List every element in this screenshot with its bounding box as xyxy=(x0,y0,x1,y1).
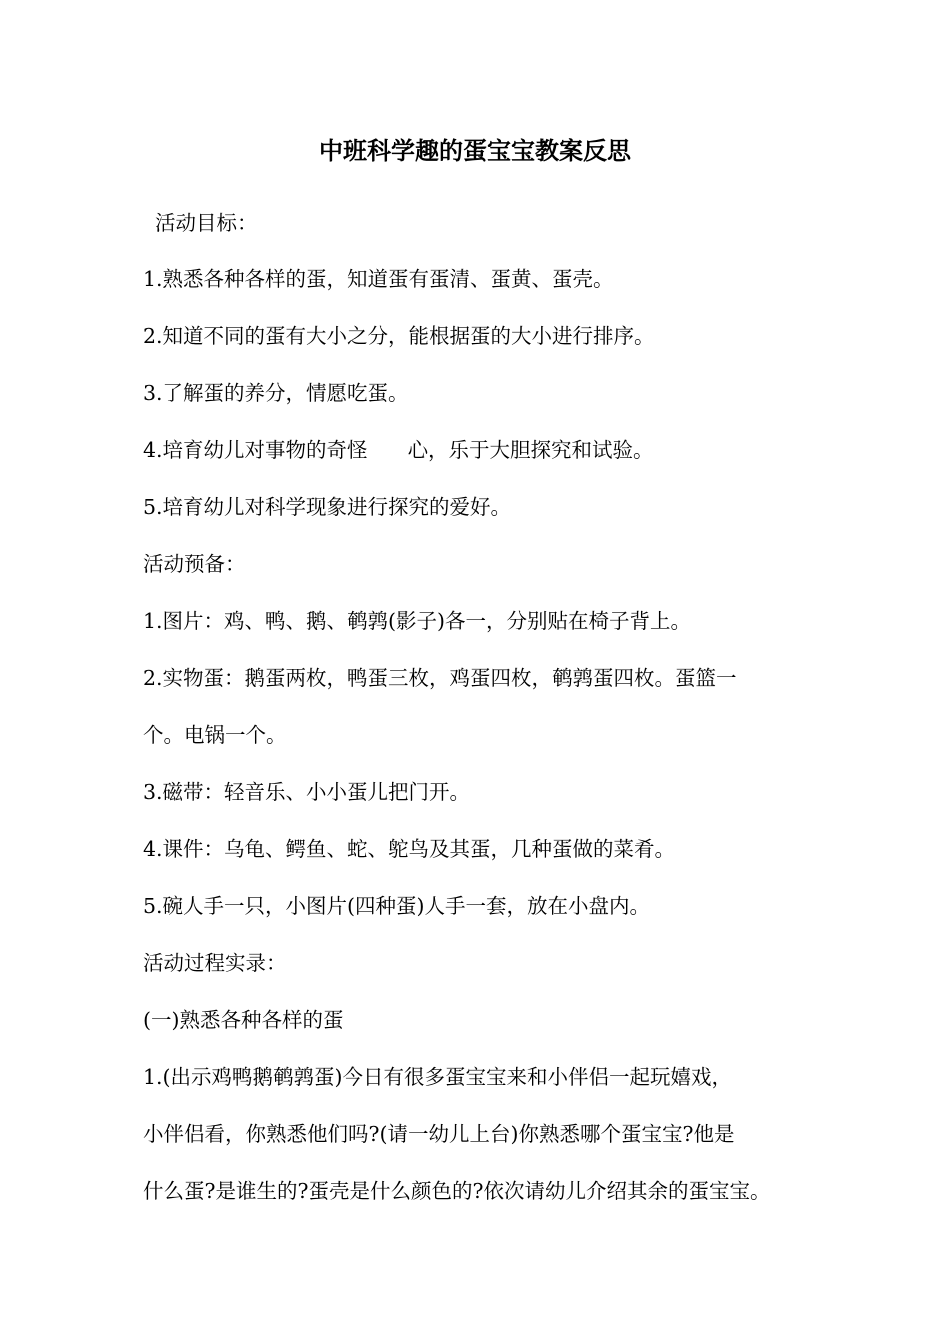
paragraph-line: 1.(出示鸡鸭鹅鹌鹑蛋)今日有很多蛋宝宝来和小伴侣一起玩嬉戏， xyxy=(143,1065,733,1089)
paragraph-line: 4.课件：乌龟、鳄鱼、蛇、鸵鸟及其蛋，几种蛋做的菜肴。 xyxy=(143,837,676,861)
subsection-heading: (一)熟悉各种各样的蛋 xyxy=(143,1008,344,1032)
paragraph-line-part: 4.培育幼儿对事物的奇怪 xyxy=(143,438,368,462)
document-title: 中班科学趣的蛋宝宝教案反思 xyxy=(319,136,631,165)
paragraph-line: 1.图片：鸡、鸭、鹅、鹌鹑(影子)各一，分别贴在椅子背上。 xyxy=(143,609,692,633)
paragraph-line: 2.知道不同的蛋有大小之分，能根据蛋的大小进行排序。 xyxy=(143,324,655,348)
section-heading-preparation: 活动预备： xyxy=(143,552,246,576)
paragraph-line: 2.实物蛋：鹅蛋两枚，鸭蛋三枚，鸡蛋四枚，鹌鹑蛋四枚。蛋篮一 xyxy=(143,666,737,690)
paragraph-line: 个。电锅一个。 xyxy=(143,723,287,747)
paragraph-line: 5.培育幼儿对科学现象进行探究的爱好。 xyxy=(143,495,512,519)
paragraph-line-part: 心，乐于大胆探究和试验。 xyxy=(407,438,654,462)
paragraph-line: 3.了解蛋的养分，情愿吃蛋。 xyxy=(143,381,409,405)
paragraph-line xyxy=(143,434,654,466)
paragraph-line: 1.熟悉各种各样的蛋，知道蛋有蛋清、蛋黄、蛋壳。 xyxy=(143,267,614,291)
section-heading-goals: 活动目标： xyxy=(155,211,258,235)
paragraph-line: 什么蛋?是谁生的?蛋壳是什么颜色的?依次请幼儿介绍其余的蛋宝宝。 xyxy=(143,1179,771,1203)
paragraph-line: 3.磁带：轻音乐、小小蛋儿把门开。 xyxy=(143,780,471,804)
section-heading-process: 活动过程实录： xyxy=(143,951,287,975)
paragraph-line: 5.碗人手一只，小图片(四种蛋)人手一套，放在小盘内。 xyxy=(143,894,651,918)
paragraph-line: 小伴侣看，你熟悉他们吗?(请一幼儿上台)你熟悉哪个蛋宝宝?他是 xyxy=(143,1122,735,1146)
